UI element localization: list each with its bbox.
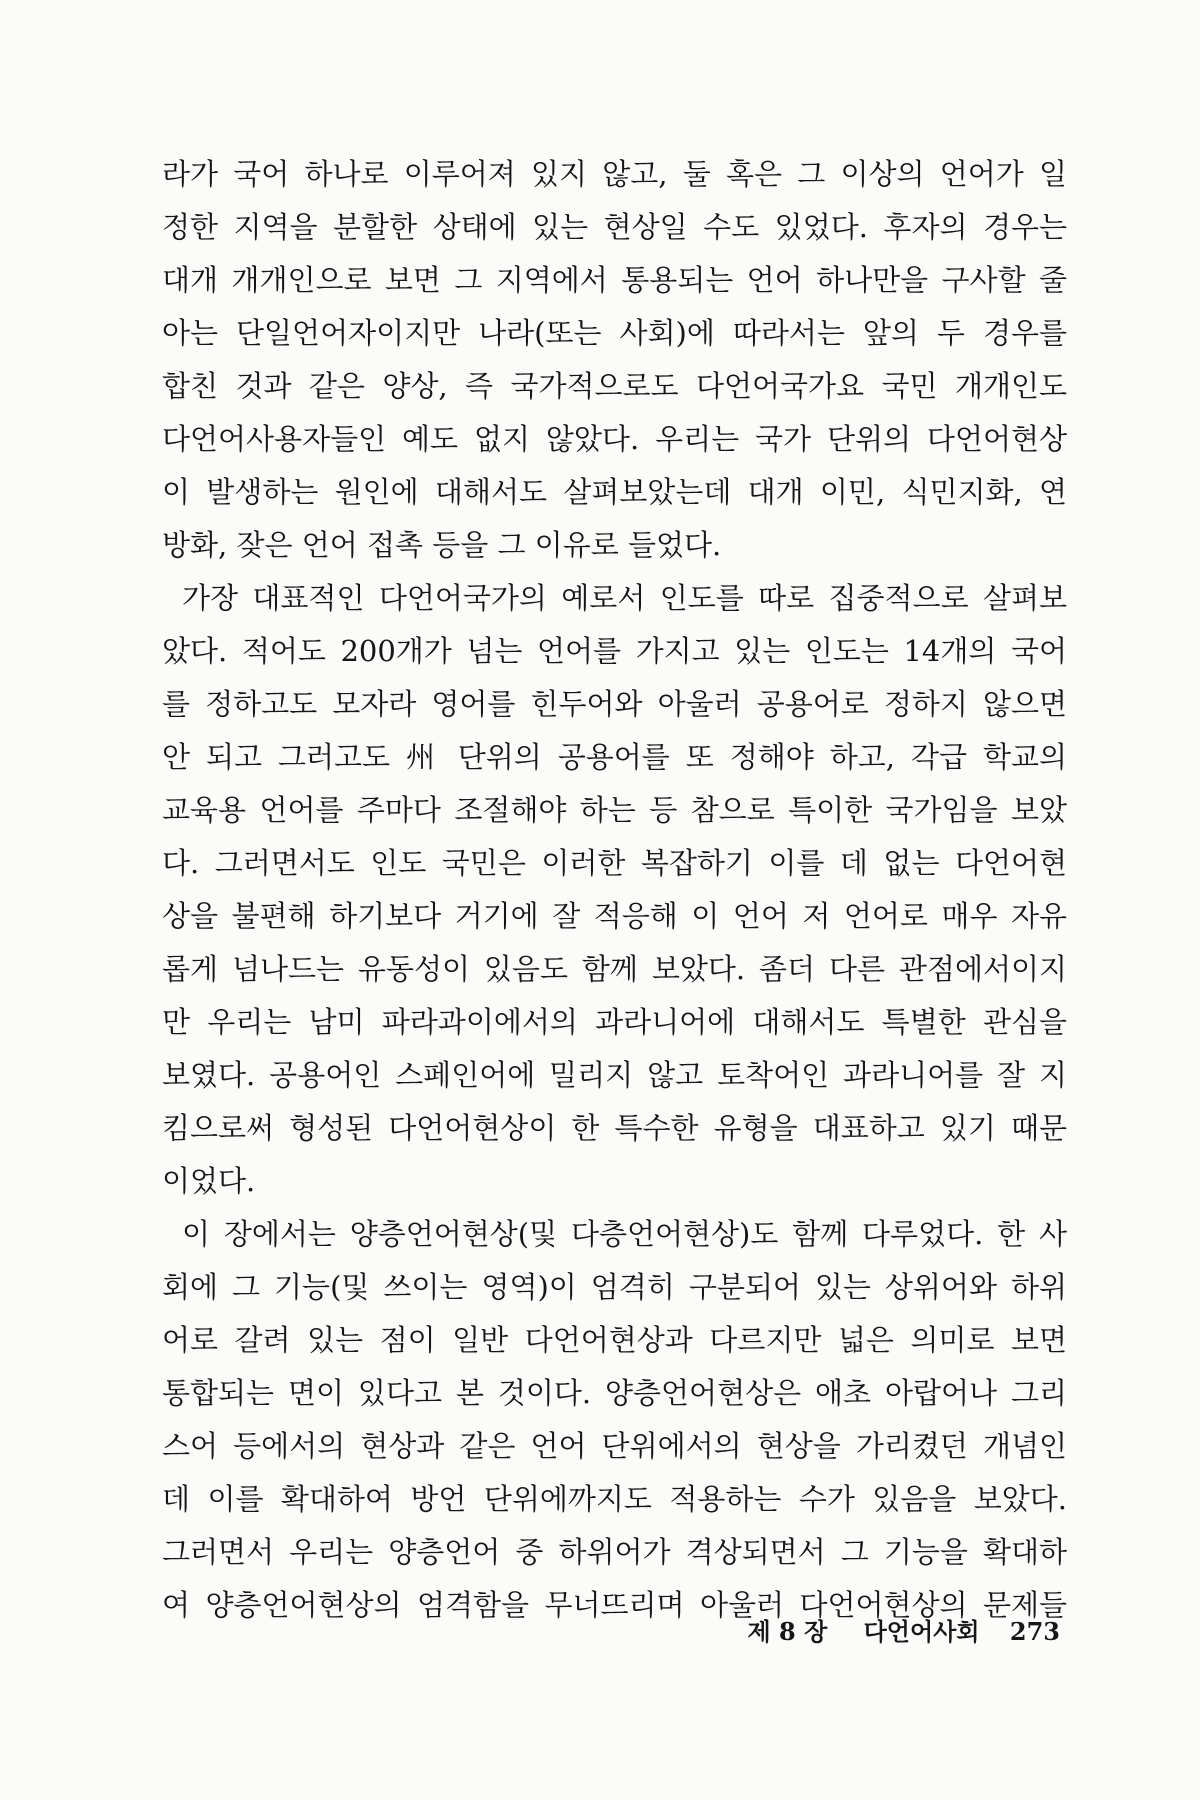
text-line: 상을 불편해 하기보다 거기에 잘 적응해 이 언어 저 언어로 매우 자유 — [162, 899, 1067, 933]
text-line: 았다. 적어도 200개가 넘는 언어를 가지고 있는 인도는 14개의 국어 — [162, 634, 1067, 668]
text-line: 합친 것과 같은 양상, 즉 국가적으로도 다언어국가요 국민 개개인도 — [162, 369, 1067, 403]
section-title: 다언어사회 — [863, 1617, 980, 1646]
text-line: 롭게 넘나드는 유동성이 있음도 함께 보았다. 좀더 다른 관점에서이지 — [162, 952, 1067, 986]
text-line: 다. 그러면서도 인도 국민은 이러한 복잡하기 이를 데 없는 다언어현 — [162, 846, 1067, 880]
text-line: 안 되고 그러고도 州 단위의 공용어를 또 정해야 하고, 각급 학교의 — [162, 740, 1067, 774]
text-line: 킴으로써 형성된 다언어현상이 한 특수한 유형을 대표하고 있기 때문 — [162, 1111, 1067, 1145]
text-line: 만 우리는 남미 파라과이에서의 과라니어에 대해서도 특별한 관심을 — [162, 1005, 1067, 1039]
text-line: 여 양층언어현상의 엄격함을 무너뜨리며 아울러 다언어현상의 문제들 — [162, 1588, 1067, 1622]
text-line: 대개 개개인으로 보면 그 지역에서 통용되는 언어 하나만을 구사할 줄 — [162, 263, 1067, 297]
text-line: 이었다. — [162, 1164, 256, 1198]
page-number: 273 — [1009, 1617, 1060, 1646]
text-line: 를 정하고도 모자라 영어를 힌두어와 아울러 공용어로 정하지 않으면 — [162, 687, 1067, 721]
text-line: 가장 대표적인 다언어국가의 예로서 인도를 따로 집중적으로 살펴보 — [182, 581, 1067, 615]
text-line: 이 발생하는 원인에 대해서도 살펴보았는데 대개 이민, 식민지화, 연 — [162, 475, 1067, 509]
text-line: 보였다. 공용어인 스페인어에 밀리지 않고 토착어인 과라니어를 잘 지 — [162, 1058, 1067, 1092]
text-line: 통합되는 면이 있다고 본 것이다. 양층언어현상은 애초 아랍어나 그리 — [162, 1376, 1067, 1410]
text-line: 아는 단일언어자이지만 나라(또는 사회)에 따라서는 앞의 두 경우를 — [162, 316, 1067, 350]
text-line: 이 장에서는 양층언어현상(및 다층언어현상)도 함께 다루었다. 한 사 — [182, 1217, 1067, 1251]
page-footer — [747, 1612, 1060, 1647]
text-line: 어로 갈려 있는 점이 일반 다언어현상과 다르지만 넓은 의미로 보면 — [162, 1323, 1067, 1357]
text-line: 회에 그 기능(및 쓰이는 영역)이 엄격히 구분되어 있는 상위어와 하위 — [162, 1270, 1067, 1304]
text-line: 스어 등에서의 현상과 같은 언어 단위에서의 현상을 가리켰던 개념인 — [162, 1429, 1067, 1463]
text-line: 라가 국어 하나로 이루어져 있지 않고, 둘 혹은 그 이상의 언어가 일 — [162, 157, 1067, 191]
text-line: 정한 지역을 분할한 상태에 있는 현상일 수도 있었다. 후자의 경우는 — [162, 210, 1067, 244]
text-line: 교육용 언어를 주마다 조절해야 하는 등 참으로 특이한 국가임을 보았 — [162, 793, 1067, 827]
text-line: 그러면서 우리는 양층언어 중 하위어가 격상되면서 그 기능을 확대하 — [162, 1535, 1067, 1569]
text-line: 다언어사용자들인 예도 없지 않았다. 우리는 국가 단위의 다언어현상 — [162, 422, 1067, 456]
chapter-label: 제 8 장 — [747, 1617, 828, 1646]
text-line: 데 이를 확대하여 방언 단위에까지도 적용하는 수가 있음을 보았다. — [162, 1482, 1067, 1516]
body-text — [162, 148, 1067, 1632]
text-line: 방화, 잦은 언어 접촉 등을 그 이유로 들었다. — [162, 528, 722, 562]
